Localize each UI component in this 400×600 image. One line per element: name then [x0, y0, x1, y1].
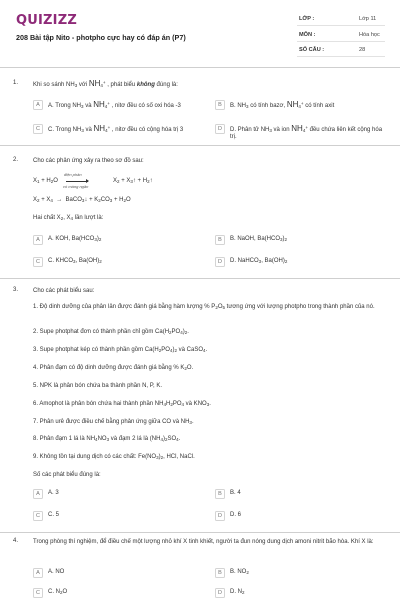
answer-option-a[interactable]	[33, 488, 203, 500]
option-letter-box: A	[33, 489, 43, 499]
option-text: D. NaHCO$_3$, $Ba(OH)_2$	[230, 258, 288, 264]
option-letter-box: D	[215, 124, 225, 134]
answer-option-c[interactable]	[33, 587, 203, 599]
option-text: C. $KHCO_3$, $Ba(OH)_2$	[48, 258, 102, 264]
option-letter-box: D	[215, 588, 225, 598]
meta-value: Hóa học	[359, 32, 380, 38]
question-number: 4.	[13, 538, 19, 544]
meta-key: SỐ CÂU :	[299, 47, 325, 53]
meta-row-class	[297, 13, 385, 26]
arrow-condition-bottom: có màng ngăn	[63, 184, 89, 189]
answer-option-b[interactable]	[215, 488, 385, 500]
answer-option-d[interactable]	[215, 123, 385, 140]
option-letter-box: C	[33, 511, 43, 521]
quizizz-logo: QUIZIZZ	[16, 13, 77, 28]
option-text: A. KOH, $Ba(HCO_3)_2$	[48, 236, 102, 242]
statement-3: 3. Supe photphat kép có thành phần gồm $Ca(H_2PO_4)_2$ và CaSO$_4$.	[33, 347, 208, 353]
answer-option-a[interactable]	[33, 99, 203, 111]
statement-9: 9. Không tồn tại dung dịch có các chất: $Fe(NO_3)_2$, HCl, NaCl.	[33, 454, 195, 460]
meta-key: LỚP :	[299, 16, 315, 22]
option-letter-box: A	[33, 568, 43, 578]
question-number: 2.	[13, 157, 19, 163]
answer-option-c[interactable]	[33, 256, 203, 268]
worksheet-header	[0, 0, 400, 70]
question-prompt: Số các phát biểu đúng là:	[33, 472, 101, 478]
option-letter-box: B	[215, 568, 225, 578]
option-text: B. NaOH, $Ba(HCO_3)_2$	[230, 236, 288, 242]
page-title: 208 Bài tập Nito - photpho cực hay có đáp án (P7)	[16, 33, 186, 42]
option-letter-box: C	[33, 588, 43, 598]
answer-option-b[interactable]	[215, 567, 385, 579]
question-text: Trong phòng thí nghiệm, để điều chế một lượng nhỏ khí X tinh khiết, người ta đun nóng dung dịch amoni nitrit bão hòa. Khí X là:	[33, 539, 374, 545]
statement-4: 4. Phân đạm có độ dinh dưỡng được đánh giá bằng % $K_2O$.	[33, 365, 194, 371]
answer-option-d[interactable]	[215, 256, 385, 268]
question-divider	[0, 532, 400, 533]
statement-8: 8. Phân đạm 1 lá là $NH_4NO_3$ và đạm 2 lá là $(NH_4)_2SO_4$.	[33, 436, 181, 442]
meta-row-count	[297, 44, 385, 57]
option-letter-box: D	[215, 257, 225, 267]
option-letter-box: D	[215, 511, 225, 521]
answer-option-b[interactable]	[215, 234, 385, 246]
question-text: Cho các phát biểu sau:	[33, 288, 95, 294]
answer-option-a[interactable]	[33, 234, 203, 246]
question-divider	[0, 278, 400, 279]
option-text: D. 6	[230, 512, 242, 518]
option-text: A. 3	[48, 490, 59, 496]
meta-value: 28	[359, 47, 366, 53]
statement-6: 6. Amophot là phân bón chứa hai thành phần $NH_4H_2PO_4$ và $KNO_3$.	[33, 401, 211, 407]
reaction-1: $X_1 + H_2O$	[33, 178, 58, 184]
reaction-1-products: $X_2$ + $X_3↑$ + $H_2↑$	[113, 178, 153, 184]
option-letter-box: C	[33, 257, 43, 267]
option-letter-box: C	[33, 124, 43, 134]
arrow-condition-top: điện phân	[64, 172, 82, 177]
header-divider	[0, 67, 400, 68]
meta-value: Lớp 11	[359, 16, 377, 22]
option-text: A. NO	[48, 569, 65, 575]
statement-5: 5. NPK là phân bón chứa ba thành phần N, P, K.	[33, 383, 162, 389]
reaction-2: $X_2 + X_4$ → BaCO$_3$↓ + $K_2CO_3 + H_2O$	[33, 197, 131, 203]
meta-key: MÔN :	[299, 32, 316, 38]
answer-option-d[interactable]	[215, 587, 385, 599]
question-number: 3.	[13, 287, 19, 293]
answer-option-a[interactable]	[33, 567, 203, 579]
option-text: D. $N_2$	[230, 589, 245, 595]
answer-option-b[interactable]	[215, 99, 385, 111]
option-text: B. $NO_2$	[230, 569, 249, 575]
answer-option-c[interactable]	[33, 123, 203, 135]
reaction-arrow	[66, 181, 88, 182]
option-letter-box: A	[33, 235, 43, 245]
answer-option-d[interactable]	[215, 510, 385, 522]
option-letter-box: B	[215, 100, 225, 110]
question-prompt: Hai chất $X_2$, $X_4$ lần lượt là:	[33, 215, 104, 221]
question-text: Khi so sánh $NH_3$ với $NH_4^+$ , phát biểu không đúng là:	[33, 79, 178, 88]
option-text: C. Trong $NH_3$ và $NH_4^+$ , nitơ đều có cộng hóa trị 3	[48, 124, 184, 133]
statement-2: 2. Supe photphat đơn có thành phần chỉ gồm $Ca(H_2PO_4)_2$.	[33, 329, 189, 335]
option-letter-box: B	[215, 489, 225, 499]
option-text: D. Phân tử $NH_3$ và ion $NH_4^+$ đều chứa liên kết cộng hóa trị.	[230, 124, 383, 140]
answer-option-c[interactable]	[33, 510, 203, 522]
meta-row-subject	[297, 29, 385, 42]
question-divider	[0, 145, 400, 146]
question-text: Cho các phản ứng xảy ra theo sơ đồ sau:	[33, 158, 144, 164]
option-letter-box: A	[33, 100, 43, 110]
statement-1: 1. Độ dinh dưỡng của phân lân được đánh giá bằng hàm lượng % $P_2O_5$ tương ứng với lượng photpho trong thành phần của nó.	[33, 304, 375, 310]
option-text: B. 4	[230, 490, 241, 496]
statement-7: 7. Phân urê được điều chế bằng phản ứng giữa CO và $NH_3$.	[33, 419, 194, 425]
question-number: 1.	[13, 80, 19, 86]
option-text: C. 5	[48, 512, 60, 518]
option-letter-box: B	[215, 235, 225, 245]
option-text: A. Trong $NH_3$ và $NH_4^+$ , nitơ đều có số oxi hóa -3	[48, 100, 181, 109]
option-text: C. $N_2O$	[48, 589, 68, 595]
option-text: B. $NH_3$ có tính bazơ, $NH_4^+$ có tính axit	[230, 100, 335, 109]
